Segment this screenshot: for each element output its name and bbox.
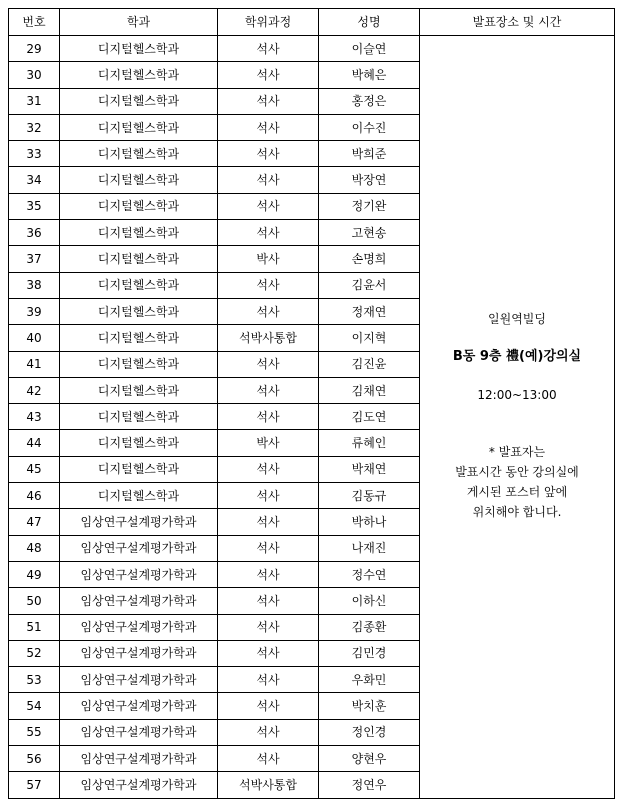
row-degree: 석사 xyxy=(218,377,319,403)
row-number: 40 xyxy=(9,325,60,351)
row-number: 57 xyxy=(9,772,60,798)
row-name: 박장연 xyxy=(319,167,420,193)
row-degree: 석사 xyxy=(218,614,319,640)
row-number: 54 xyxy=(9,693,60,719)
row-name: 김채연 xyxy=(319,377,420,403)
row-number: 29 xyxy=(9,36,60,62)
row-number: 44 xyxy=(9,430,60,456)
row-name: 나재진 xyxy=(319,535,420,561)
row-number: 43 xyxy=(9,404,60,430)
row-degree: 석사 xyxy=(218,667,319,693)
row-degree: 석사 xyxy=(218,141,319,167)
row-department: 디지털헬스학과 xyxy=(60,404,218,430)
row-department: 디지털헬스학과 xyxy=(60,88,218,114)
row-number: 41 xyxy=(9,351,60,377)
row-degree: 석사 xyxy=(218,561,319,587)
row-department: 디지털헬스학과 xyxy=(60,325,218,351)
row-number: 48 xyxy=(9,535,60,561)
row-degree: 석박사통합 xyxy=(218,325,319,351)
row-name: 박채연 xyxy=(319,456,420,482)
header-venue-time: 발표장소 및 시간 xyxy=(420,9,615,36)
venue-room: B동 9층 禮(예)강의실 xyxy=(452,348,582,364)
row-degree: 석사 xyxy=(218,114,319,140)
row-department: 임상연구설계평가학과 xyxy=(60,719,218,745)
row-degree: 석사 xyxy=(218,167,319,193)
notice-line: * 발표자는 xyxy=(488,444,546,459)
row-degree: 석박사통합 xyxy=(218,772,319,798)
row-department: 임상연구설계평가학과 xyxy=(60,561,218,587)
row-name: 박희준 xyxy=(319,141,420,167)
row-department: 임상연구설계평가학과 xyxy=(60,640,218,666)
row-name: 손명희 xyxy=(319,246,420,272)
row-number: 56 xyxy=(9,746,60,772)
row-degree: 석사 xyxy=(218,272,319,298)
row-number: 49 xyxy=(9,561,60,587)
row-number: 47 xyxy=(9,509,60,535)
row-degree: 석사 xyxy=(218,351,319,377)
row-department: 디지털헬스학과 xyxy=(60,246,218,272)
row-degree: 석사 xyxy=(218,36,319,62)
row-department: 디지털헬스학과 xyxy=(60,167,218,193)
row-name: 우화민 xyxy=(319,667,420,693)
row-name: 박하나 xyxy=(319,509,420,535)
row-name: 홍정은 xyxy=(319,88,420,114)
row-name: 이지혁 xyxy=(319,325,420,351)
row-degree: 석사 xyxy=(218,62,319,88)
row-name: 김민경 xyxy=(319,640,420,666)
presentation-schedule xyxy=(8,8,615,799)
row-number: 34 xyxy=(9,167,60,193)
row-department: 임상연구설계평가학과 xyxy=(60,693,218,719)
header-department: 학과 xyxy=(60,9,218,36)
row-number: 42 xyxy=(9,377,60,403)
row-name: 정연우 xyxy=(319,772,420,798)
row-number: 52 xyxy=(9,640,60,666)
table-body xyxy=(9,36,615,799)
row-name: 정재연 xyxy=(319,298,420,324)
row-degree: 박사 xyxy=(218,246,319,272)
row-number: 36 xyxy=(9,220,60,246)
row-department: 디지털헬스학과 xyxy=(60,456,218,482)
row-number: 35 xyxy=(9,193,60,219)
row-degree: 석사 xyxy=(218,193,319,219)
row-name: 김진윤 xyxy=(319,351,420,377)
row-department: 디지털헬스학과 xyxy=(60,220,218,246)
row-department: 임상연구설계평가학과 xyxy=(60,772,218,798)
venue-building: 일원역빌딩 xyxy=(488,311,546,326)
row-degree: 석사 xyxy=(218,693,319,719)
notice-line: 발표시간 동안 강의실에 xyxy=(455,464,579,479)
row-name: 김도연 xyxy=(319,404,420,430)
row-department: 임상연구설계평가학과 xyxy=(60,746,218,772)
row-name: 정기완 xyxy=(319,193,420,219)
presentation-time: 12:00~13:00 xyxy=(477,387,557,402)
row-degree: 석사 xyxy=(218,298,319,324)
row-degree: 석사 xyxy=(218,404,319,430)
row-department: 디지털헬스학과 xyxy=(60,114,218,140)
row-degree: 석사 xyxy=(218,88,319,114)
row-name: 김윤서 xyxy=(319,272,420,298)
row-department: 디지털헬스학과 xyxy=(60,36,218,62)
header-name: 성명 xyxy=(319,9,420,36)
row-name: 김동규 xyxy=(319,483,420,509)
row-department: 디지털헬스학과 xyxy=(60,430,218,456)
row-number: 45 xyxy=(9,456,60,482)
row-name: 류혜인 xyxy=(319,430,420,456)
header-degree: 학위과정 xyxy=(218,9,319,36)
table-header-row xyxy=(9,9,615,36)
row-number: 53 xyxy=(9,667,60,693)
row-number: 32 xyxy=(9,114,60,140)
row-number: 55 xyxy=(9,719,60,745)
header-number: 번호 xyxy=(9,9,60,36)
row-degree: 석사 xyxy=(218,719,319,745)
notice-line: 게시된 포스터 앞에 xyxy=(466,484,568,499)
row-degree: 석사 xyxy=(218,509,319,535)
row-department: 디지털헬스학과 xyxy=(60,141,218,167)
row-name: 정인경 xyxy=(319,719,420,745)
row-name: 양현우 xyxy=(319,746,420,772)
row-number: 33 xyxy=(9,141,60,167)
row-department: 디지털헬스학과 xyxy=(60,193,218,219)
row-degree: 석사 xyxy=(218,483,319,509)
row-number: 39 xyxy=(9,298,60,324)
row-name: 이수진 xyxy=(319,114,420,140)
row-degree: 석사 xyxy=(218,535,319,561)
notice-line: 위치해야 합니다. xyxy=(472,504,562,519)
row-department: 임상연구설계평가학과 xyxy=(60,588,218,614)
row-department: 디지털헬스학과 xyxy=(60,62,218,88)
row-department: 임상연구설계평가학과 xyxy=(60,535,218,561)
row-name: 이슬연 xyxy=(319,36,420,62)
row-degree: 박사 xyxy=(218,430,319,456)
row-number: 30 xyxy=(9,62,60,88)
row-number: 37 xyxy=(9,246,60,272)
venue-time-cell xyxy=(420,36,615,799)
row-department: 디지털헬스학과 xyxy=(60,351,218,377)
row-number: 46 xyxy=(9,483,60,509)
row-number: 38 xyxy=(9,272,60,298)
row-department: 임상연구설계평가학과 xyxy=(60,509,218,535)
row-degree: 석사 xyxy=(218,640,319,666)
row-department: 디지털헬스학과 xyxy=(60,377,218,403)
row-degree: 석사 xyxy=(218,746,319,772)
row-degree: 석사 xyxy=(218,588,319,614)
schedule-table xyxy=(8,8,615,799)
row-number: 50 xyxy=(9,588,60,614)
row-department: 임상연구설계평가학과 xyxy=(60,667,218,693)
row-name: 박치훈 xyxy=(319,693,420,719)
row-name: 김종환 xyxy=(319,614,420,640)
row-degree: 석사 xyxy=(218,456,319,482)
row-degree: 석사 xyxy=(218,220,319,246)
row-department: 임상연구설계평가학과 xyxy=(60,614,218,640)
presenter-notice xyxy=(420,442,614,522)
row-department: 디지털헬스학과 xyxy=(60,298,218,324)
row-department: 디지털헬스학과 xyxy=(60,483,218,509)
row-number: 51 xyxy=(9,614,60,640)
table-row xyxy=(9,36,615,62)
row-name: 고현송 xyxy=(319,220,420,246)
row-number: 31 xyxy=(9,88,60,114)
row-name: 정수연 xyxy=(319,561,420,587)
row-name: 이하신 xyxy=(319,588,420,614)
row-name: 박혜은 xyxy=(319,62,420,88)
row-department: 디지털헬스학과 xyxy=(60,272,218,298)
